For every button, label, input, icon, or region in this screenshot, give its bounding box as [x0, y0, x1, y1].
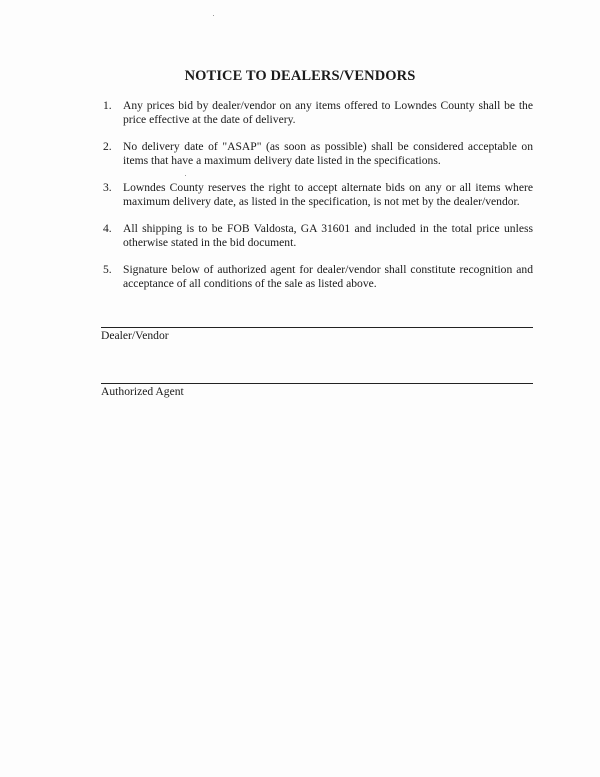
list-item — [103, 99, 533, 127]
agent-signature-block — [101, 383, 533, 398]
dealer-signature-block — [101, 327, 533, 342]
list-item — [103, 181, 533, 209]
agent-signature-label: Authorized Agent — [101, 385, 184, 398]
page-title: NOTICE TO DEALERS/VENDORS — [184, 68, 416, 84]
dealer-signature-label: Dealer/Vendor — [101, 329, 169, 342]
list-item — [103, 263, 533, 291]
item-number: 3. — [103, 181, 112, 194]
dealer-signature-line[interactable] — [101, 327, 533, 328]
list-item — [103, 222, 533, 250]
item-text: Signature below of authorized agent for dealer/vendor shall constitute recognition and acceptance of all conditions of the sale as listed above. — [123, 263, 533, 290]
item-text: All shipping is to be FOB Valdosta, GA 31601 and included in the total price unless otherwise stated in the bid document. — [123, 222, 533, 249]
conditions-list — [103, 99, 533, 304]
scan-speck — [213, 15, 214, 16]
item-text: Any prices bid by dealer/vendor on any items offered to Lowndes County shall be the price effective at the date of delivery. — [123, 99, 533, 126]
item-number: 2. — [103, 140, 112, 153]
item-text: Lowndes County reserves the right to accept alternate bids on any or all items where maximum delivery date, as listed in the specification, is not met by the dealer/vendor. — [123, 181, 533, 208]
item-number: 5. — [103, 263, 112, 276]
agent-signature-line[interactable] — [101, 383, 533, 384]
item-number: 4. — [103, 222, 112, 235]
item-text: No delivery date of "ASAP" (as soon as possible) shall be considered acceptable on items that have a maximum delivery date listed in the specifications. — [123, 140, 533, 167]
list-item — [103, 140, 533, 168]
item-number: 1. — [103, 99, 112, 112]
